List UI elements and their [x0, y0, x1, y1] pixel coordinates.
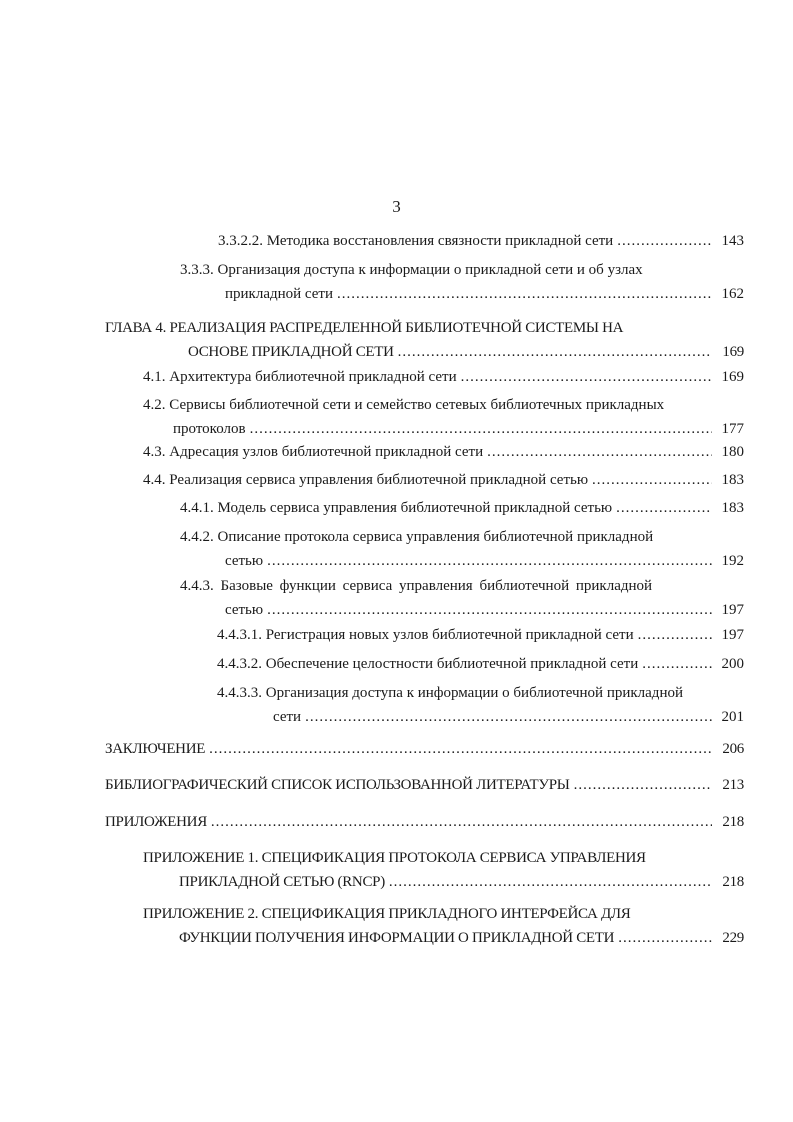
toc-page-number: 143: [721, 233, 744, 249]
toc-entry-title: ЗАКЛЮЧЕНИЕ: [105, 741, 206, 757]
toc-page-number: 183: [721, 500, 744, 516]
page-number: 3: [392, 197, 401, 216]
toc-page-number: 197: [721, 627, 744, 643]
toc-entry-title: 4.4.3. Базовые функции сервиса управления библиотечной прикладной: [180, 578, 653, 594]
toc-entry-title: 4.4.3.3. Организация доступа к информации о библиотечной прикладной: [217, 685, 683, 701]
toc-entry-title-cont: сети: [273, 709, 302, 725]
toc-entry: [180, 525, 744, 573]
toc-page-number: 201: [721, 709, 744, 725]
toc-page-number: 169: [722, 344, 744, 360]
toc-entry-title: БИБЛИОГРАФИЧЕСКИЙ СПИСОК ИСПОЛЬЗОВАННОЙ ЛИТЕРАТУРЫ: [105, 777, 570, 793]
toc-page-number: 200: [721, 656, 744, 672]
toc-entry: [217, 652, 744, 676]
toc-page-number: 192: [721, 553, 744, 569]
toc-entry: [217, 623, 744, 647]
toc-page-number: 213: [722, 777, 744, 793]
toc-leader: [616, 496, 712, 520]
toc-leader: [267, 598, 712, 622]
toc-entry-title: ГЛАВА 4. РЕАЛИЗАЦИЯ РАСПРЕДЕЛЕННОЙ БИБЛИОТЕЧНОЙ СИСТЕМЫ НА: [105, 320, 624, 336]
toc-entry-title: 4.4.1. Модель сервиса управления библиотечной прикладной сетью: [180, 500, 613, 516]
toc-entry: [143, 440, 744, 464]
toc-entry-title: ПРИЛОЖЕНИЕ 1. СПЕЦИФИКАЦИЯ ПРОТОКОЛА СЕРВИСА УПРАВЛЕНИЯ: [143, 850, 646, 866]
toc-entry-title: 4.4. Реализация сервиса управления библиотечной прикладной сетью: [143, 472, 589, 488]
toc-leader: [337, 282, 712, 306]
toc-entry-title-cont: ФУНКЦИИ ПОЛУЧЕНИЯ ИНФОРМАЦИИ О ПРИКЛАДНОЙ СЕТИ: [179, 930, 615, 946]
toc-leader: [638, 623, 712, 647]
toc-leader: [389, 870, 712, 894]
toc-entry-title: 4.3. Адресация узлов библиотечной прикладной сети: [143, 444, 484, 460]
toc-entry: [143, 365, 744, 389]
toc-leader: [487, 440, 712, 464]
toc-entry: [180, 496, 744, 520]
toc-leader: [267, 549, 712, 573]
toc-entry: [105, 773, 744, 797]
toc-leader: [642, 652, 712, 676]
toc-entry: [105, 737, 744, 761]
toc-page-number: 183: [721, 472, 744, 488]
toc-entry-title-cont: протоколов: [173, 421, 246, 437]
toc-page-number: 197: [721, 602, 744, 618]
toc-entry-title-cont: сетью: [225, 602, 264, 618]
toc-entry-title: ПРИЛОЖЕНИЯ: [105, 814, 207, 830]
toc-entry-title-cont: ОСНОВЕ ПРИКЛАДНОЙ СЕТИ: [188, 344, 394, 360]
toc-leader: [574, 773, 712, 797]
toc-leader: [461, 365, 712, 389]
toc-page-number: 162: [721, 286, 744, 302]
toc-entry-title: 3.3.2.2. Методика восстановления связности прикладной сети: [218, 233, 614, 249]
toc-entry: [217, 681, 744, 729]
toc-entry: [105, 316, 744, 364]
toc-entry: [105, 810, 744, 834]
toc-page-number: 177: [721, 421, 744, 437]
toc-entry-title-cont: сетью: [225, 553, 264, 569]
toc-leader: [211, 810, 712, 834]
toc-leader: [209, 737, 712, 761]
toc-entry: [143, 393, 744, 441]
toc-leader: [305, 705, 712, 729]
toc-entry-title: 4.2. Сервисы библиотечной сети и семейство сетевых библиотечных прикладных: [143, 397, 665, 413]
toc-leader: [618, 926, 712, 950]
toc-entry: [218, 229, 744, 253]
toc-entry-title: 4.1. Архитектура библиотечной прикладной сети: [143, 369, 457, 385]
toc-leader: [617, 229, 712, 253]
toc-entry: [143, 902, 744, 950]
toc-entry-title-cont: прикладной сети: [225, 286, 334, 302]
toc-entry: [180, 258, 744, 306]
toc-page-number: 218: [722, 814, 744, 830]
toc-entry: [180, 574, 744, 622]
toc-entry-title: 3.3.3. Организация доступа к информации о прикладной сети и об узлах: [180, 262, 643, 278]
toc-entry-title: 4.4.3.2. Обеспечение целостности библиотечной прикладной сети: [217, 656, 639, 672]
toc-leader: [250, 417, 712, 441]
toc-leader: [398, 340, 712, 364]
toc-entry-title: ПРИЛОЖЕНИЕ 2. СПЕЦИФИКАЦИЯ ПРИКЛАДНОГО ИНТЕРФЕЙСА ДЛЯ: [143, 906, 631, 922]
toc-entry-title: 4.4.2. Описание протокола сервиса управления библиотечной прикладной: [180, 529, 654, 545]
toc-entry-title-cont: ПРИКЛАДНОЙ СЕТЬЮ (RNCP): [179, 874, 385, 890]
toc-leader: [592, 468, 712, 492]
toc-entry: [143, 468, 744, 492]
toc-page-number: 229: [722, 930, 744, 946]
toc-page-number: 206: [722, 741, 744, 757]
toc-page-number: 218: [722, 874, 744, 890]
toc-entry: [143, 846, 744, 894]
toc-page-number: 180: [721, 444, 744, 460]
toc-page-number: 169: [721, 369, 744, 385]
toc-entry-title: 4.4.3.1. Регистрация новых узлов библиотечной прикладной сети: [217, 627, 634, 643]
